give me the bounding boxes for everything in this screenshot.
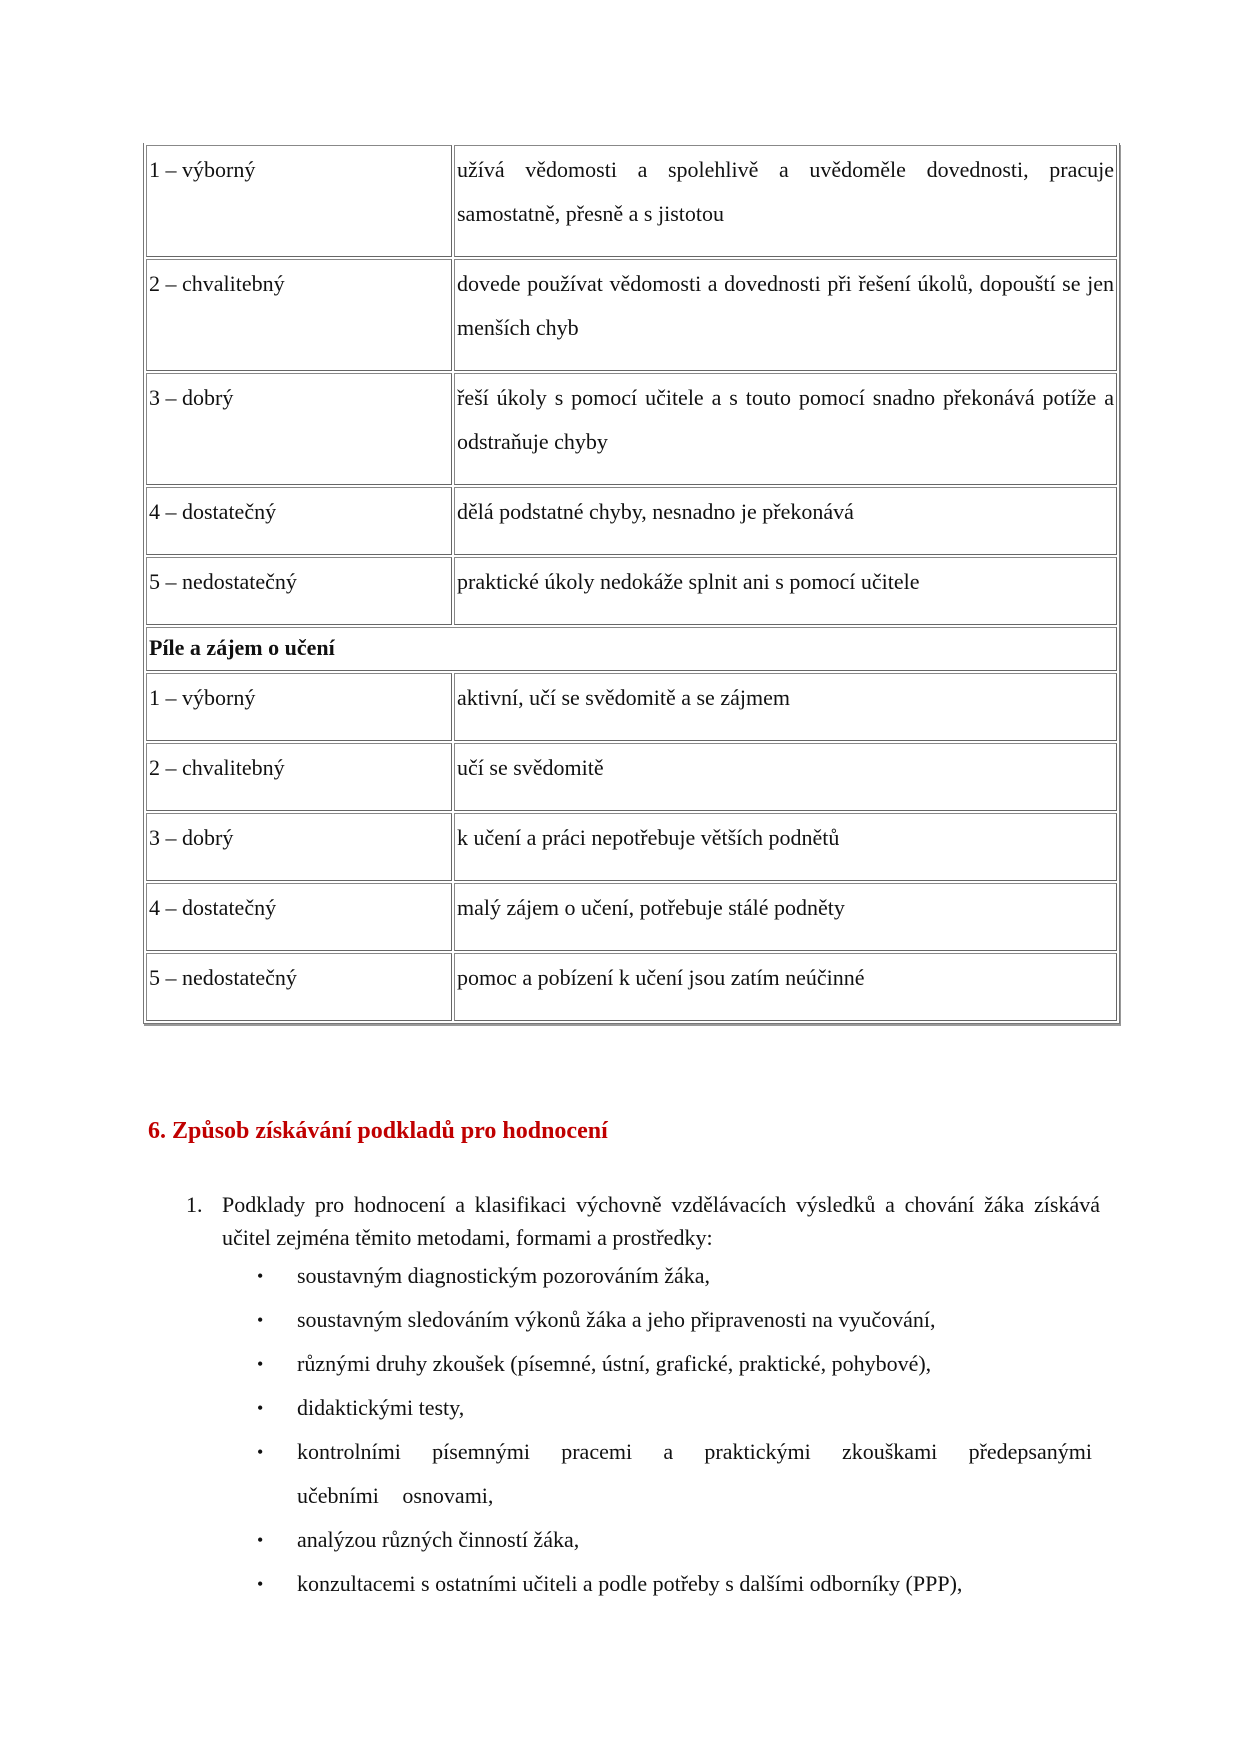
methods-list [180,1188,1100,1606]
table-row [146,673,1117,741]
description-cell: užívá vědomosti a spolehlivě a uvědoměle dovednosti, pracuje samostatně, přesně a s jistotou [454,145,1117,257]
description-cell: dělá podstatné chyby, nesnadno je překonává [454,487,1117,555]
grade-cell: 4 – dostatečný [146,883,452,951]
list-item-text: soustavným sledováním výkonů žáka a jeho připravenosti na vyučování, [297,1307,936,1332]
list-item-text: soustavným diagnostickým pozorováním žáka, [297,1263,711,1288]
description-cell: malý zájem o učení, potřebuje stálé podněty [454,883,1117,951]
grade-cell: 4 – dostatečný [146,487,452,555]
table-row [146,259,1117,371]
list-item-text: didaktickými testy, [297,1395,465,1420]
list-item [257,1342,1092,1386]
grade-cell: 3 – dobrý [146,373,452,485]
list-item [257,1386,1092,1430]
list-item [257,1254,1092,1298]
description-cell: řeší úkoly s pomocí učitele a s touto pomocí snadno překonává potíže a odstraňuje chyby [454,373,1117,485]
list-item-text: kontrolními písemnými pracemi a praktickými zkouškami předepsanými učebními osnovami, [297,1439,1092,1508]
table-row [146,487,1117,555]
list-item [257,1298,1092,1342]
description-cell: učí se svědomitě [454,743,1117,811]
table-row [146,953,1117,1021]
description-cell: praktické úkoly nedokáže splnit ani s pomocí učitele [454,557,1117,625]
section-title-cell: Píle a zájem o učení [146,627,1117,671]
section-heading: 6. Způsob získávání podkladů pro hodnocení [148,1118,608,1144]
bullet-icon: • [257,1266,264,1286]
bullet-list [257,1254,1092,1606]
bullet-icon: • [257,1398,264,1418]
list-item-text: konzultacemi s ostatními učiteli a podle potřeby s dalšími odborníky (PPP), [297,1571,963,1596]
bullet-icon: • [257,1310,264,1330]
grade-cell: 5 – nedostatečný [146,953,452,1021]
grade-cell: 2 – chvalitebný [146,259,452,371]
description-cell: pomoc a pobízení k učení jsou zatím neúčinné [454,953,1117,1021]
table-row [146,743,1117,811]
list-intro-text: Podklady pro hodnocení a klasifikaci výchovně vzdělávacích výsledků a chování žáka získává učitel zejména těmito metodami, formami a prostředky: [222,1192,1100,1250]
table-row [146,883,1117,951]
list-item [257,1562,1092,1606]
table-row [146,145,1117,257]
table-row [146,557,1117,625]
description-cell: k učení a práci nepotřebuje větších podnětů [454,813,1117,881]
grade-cell: 2 – chvalitebný [146,743,452,811]
description-cell: dovede používat vědomosti a dovednosti při řešení úkolů, dopouští se jen menších chyb [454,259,1117,371]
grading-table [143,143,1120,1024]
bullet-icon: • [257,1442,264,1462]
list-number: 1. [186,1192,203,1217]
list-item-text: různými druhy zkoušek (písemné, ústní, grafické, praktické, pohybové), [297,1351,932,1376]
table-row [146,373,1117,485]
list-item-text: analýzou různých činností žáka, [297,1527,580,1552]
list-item [257,1518,1092,1562]
grade-cell: 3 – dobrý [146,813,452,881]
grade-cell: 1 – výborný [146,145,452,257]
description-cell: aktivní, učí se svědomitě a se zájmem [454,673,1117,741]
list-item [257,1430,1092,1518]
bullet-icon: • [257,1574,264,1594]
bullet-icon: • [257,1530,264,1550]
table-row [146,813,1117,881]
bullet-icon: • [257,1354,264,1374]
grade-cell: 1 – výborný [146,673,452,741]
table-section-row [146,627,1117,671]
grade-cell: 5 – nedostatečný [146,557,452,625]
